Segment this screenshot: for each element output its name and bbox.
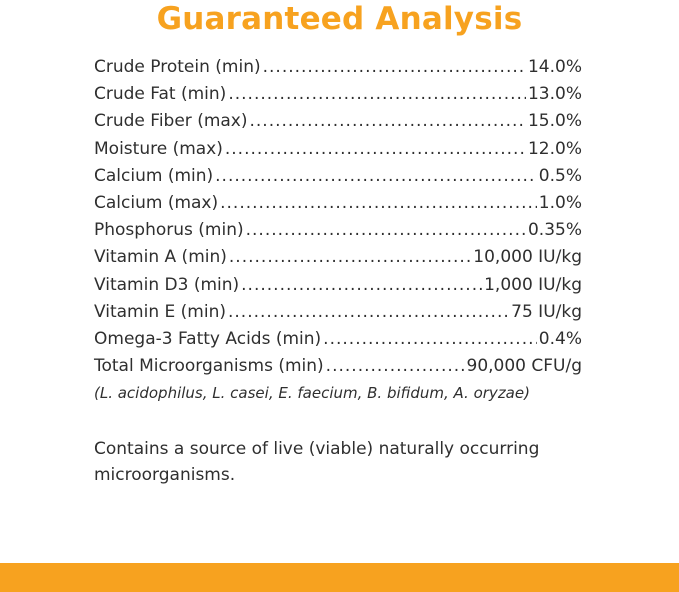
row-value: 12.0% xyxy=(527,138,582,159)
row-value: 15.0% xyxy=(527,111,582,132)
row-value: 90,000 CFU/g xyxy=(466,356,582,377)
row-label: Crude Fat (min) xyxy=(94,84,227,105)
analysis-row xyxy=(94,81,582,108)
dot-leader xyxy=(215,163,537,190)
dot-leader xyxy=(220,190,537,217)
row-label: Total Microorganisms (min) xyxy=(94,356,324,377)
page-title: Guaranteed Analysis xyxy=(156,1,523,37)
analysis-row xyxy=(94,299,582,326)
microorganism-note: Contains a source of live (viable) naturally occurring microorganisms. xyxy=(94,439,540,485)
organisms-list: (L. acidophilus, L. casei, E. faecium, B. bifidum, A. oryzae) xyxy=(94,384,530,402)
dot-leader xyxy=(225,136,526,163)
row-label: Calcium (min) xyxy=(94,165,214,186)
analysis-row xyxy=(94,353,582,380)
row-value: 1,000 IU/kg xyxy=(484,274,582,295)
analysis-row xyxy=(94,190,582,217)
dot-leader xyxy=(246,217,526,244)
dot-leader xyxy=(229,244,471,271)
row-value: 75 IU/kg xyxy=(511,301,582,322)
row-label: Omega-3 Fatty Acids (min) xyxy=(94,328,322,349)
row-value: 0.4% xyxy=(538,328,582,349)
analysis-row xyxy=(94,163,582,190)
analysis-row xyxy=(94,54,582,81)
dot-leader xyxy=(241,272,482,299)
analysis-list xyxy=(94,54,582,380)
analysis-row xyxy=(94,272,582,299)
row-value: 0.35% xyxy=(527,220,582,241)
dot-leader xyxy=(228,299,509,326)
analysis-row xyxy=(94,136,582,163)
row-value: 10,000 IU/kg xyxy=(473,247,582,268)
row-label: Vitamin A (min) xyxy=(94,247,227,268)
row-value: 0.5% xyxy=(538,165,582,186)
analysis-row xyxy=(94,326,582,353)
row-label: Crude Protein (min) xyxy=(94,57,261,77)
row-label: Vitamin E (min) xyxy=(94,301,226,322)
row-value: 1.0% xyxy=(538,192,582,213)
dot-leader xyxy=(323,326,537,353)
row-value: 13.0% xyxy=(527,84,582,105)
analysis-row xyxy=(94,244,582,271)
dot-leader xyxy=(250,108,526,135)
dot-leader xyxy=(263,54,526,81)
row-label: Crude Fiber (max) xyxy=(94,111,248,132)
row-label: Calcium (max) xyxy=(94,192,219,213)
analysis-row xyxy=(94,108,582,135)
bottom-accent-bar xyxy=(0,563,679,592)
row-label: Moisture (max) xyxy=(94,138,223,159)
analysis-row xyxy=(94,217,582,244)
dot-leader xyxy=(326,353,465,380)
dot-leader xyxy=(228,81,526,108)
row-label: Phosphorus (min) xyxy=(94,220,244,241)
row-value: 14.0% xyxy=(527,57,582,77)
row-label: Vitamin D3 (min) xyxy=(94,274,240,295)
